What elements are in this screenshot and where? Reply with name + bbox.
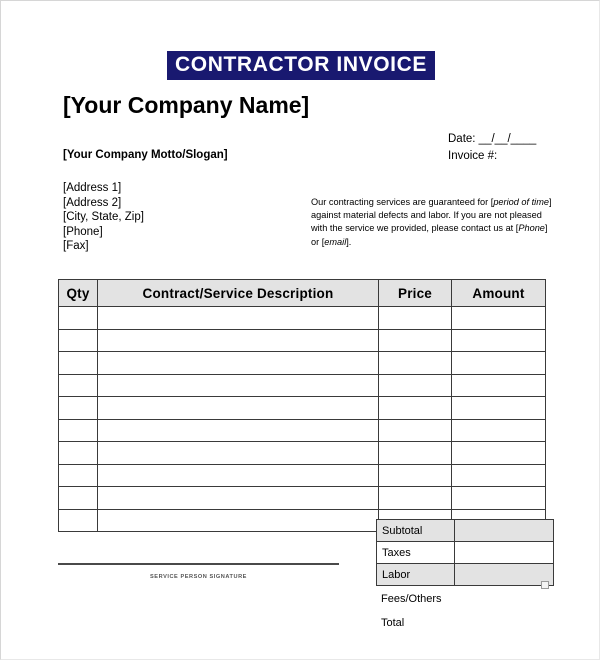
line-item-qty[interactable] <box>59 442 98 465</box>
column-header-qty: Qty <box>59 280 98 307</box>
line-item-price[interactable] <box>379 329 452 352</box>
table-row <box>59 464 546 487</box>
company-address-block <box>63 181 144 254</box>
line-items-table <box>58 279 546 532</box>
line-item-description[interactable] <box>98 329 379 352</box>
line-item-amount[interactable] <box>452 419 546 442</box>
company-name: [Your Company Name] <box>63 92 310 118</box>
line-item-price[interactable] <box>379 307 452 330</box>
line-item-description[interactable] <box>98 397 379 420</box>
invoice-meta-block <box>448 131 536 165</box>
line-items-body <box>59 307 546 532</box>
table-row <box>59 397 546 420</box>
open-total-fees-others: Fees/Others <box>381 593 442 605</box>
line-item-description[interactable] <box>98 419 379 442</box>
guarantee-text-part-4: ]. <box>346 236 352 247</box>
line-items-header <box>59 280 546 307</box>
line-item-description[interactable] <box>98 442 379 465</box>
address-phone: [Phone] <box>63 225 103 238</box>
line-item-qty[interactable] <box>59 419 98 442</box>
column-header-description: Contract/Service Description <box>98 280 379 307</box>
invoice-number-field[interactable]: Invoice #: <box>448 150 498 162</box>
document-title-container <box>1 51 600 80</box>
totals-label-labor: Labor <box>377 564 455 586</box>
table-resize-handle[interactable] <box>541 581 549 589</box>
signature-label: SERVICE PERSON SIGNATURE <box>150 574 247 580</box>
totals-body <box>377 520 554 586</box>
guarantee-text-part-3: ] or [ <box>311 223 548 247</box>
guarantee-text-part-1: Our contracting services are guaranteed for [ <box>311 197 494 207</box>
line-item-amount[interactable] <box>452 397 546 420</box>
table-row <box>59 352 546 375</box>
column-header-amount: Amount <box>452 280 546 307</box>
table-row <box>59 487 546 510</box>
table-header-row <box>59 280 546 307</box>
guarantee-text-part-2: ] against material defects and labor. If you are not pleased with the service we provided, please contact us at [ <box>311 197 552 234</box>
date-field[interactable]: Date: __/__/____ <box>448 133 537 145</box>
table-row <box>59 307 546 330</box>
totals-value-labor[interactable] <box>455 564 554 586</box>
line-item-amount[interactable] <box>452 374 546 397</box>
company-motto: [Your Company Motto/Slogan] <box>63 149 228 161</box>
line-item-amount[interactable] <box>452 487 546 510</box>
line-item-price[interactable] <box>379 374 452 397</box>
table-row <box>59 419 546 442</box>
signature-line <box>58 563 339 565</box>
totals-value-taxes[interactable] <box>455 542 554 564</box>
line-item-description[interactable] <box>98 509 379 532</box>
totals-value-subtotal[interactable] <box>455 520 554 542</box>
line-item-price[interactable] <box>379 419 452 442</box>
totals-label-taxes: Taxes <box>377 542 455 564</box>
guarantee-paragraph <box>311 196 557 249</box>
address-line-2: [Address 2] <box>63 196 122 209</box>
line-item-qty[interactable] <box>59 487 98 510</box>
line-item-description[interactable] <box>98 374 379 397</box>
totals-row <box>377 520 554 542</box>
line-item-description[interactable] <box>98 487 379 510</box>
table-row <box>59 374 546 397</box>
totals-label-subtotal: Subtotal <box>377 520 455 542</box>
table-row <box>59 442 546 465</box>
guarantee-placeholder-phone: Phone <box>518 223 545 234</box>
open-totals-block <box>381 587 442 635</box>
line-item-description[interactable] <box>98 464 379 487</box>
line-item-qty[interactable] <box>59 352 98 375</box>
line-item-price[interactable] <box>379 487 452 510</box>
totals-row <box>377 542 554 564</box>
line-item-amount[interactable] <box>452 352 546 375</box>
line-item-amount[interactable] <box>452 307 546 330</box>
line-item-amount[interactable] <box>452 442 546 465</box>
line-item-qty[interactable] <box>59 329 98 352</box>
address-fax: [Fax] <box>63 240 89 253</box>
open-total-total: Total <box>381 617 405 629</box>
column-header-price: Price <box>379 280 452 307</box>
line-item-description[interactable] <box>98 307 379 330</box>
line-item-amount[interactable] <box>452 464 546 487</box>
address-city-state-zip: [City, State, Zip] <box>63 211 144 224</box>
totals-table <box>376 519 554 586</box>
line-item-qty[interactable] <box>59 464 98 487</box>
address-line-1: [Address 1] <box>63 182 122 194</box>
line-item-description[interactable] <box>98 352 379 375</box>
line-item-qty[interactable] <box>59 374 98 397</box>
table-row <box>59 329 546 352</box>
guarantee-placeholder-email: email <box>324 236 347 247</box>
page-title: CONTRACTOR INVOICE <box>167 51 435 80</box>
line-item-qty[interactable] <box>59 307 98 330</box>
line-item-qty[interactable] <box>59 509 98 532</box>
totals-row <box>377 564 554 586</box>
line-item-price[interactable] <box>379 352 452 375</box>
guarantee-placeholder-period: period of time <box>493 197 549 207</box>
line-item-price[interactable] <box>379 464 452 487</box>
line-item-qty[interactable] <box>59 397 98 420</box>
line-item-price[interactable] <box>379 442 452 465</box>
line-item-amount[interactable] <box>452 329 546 352</box>
line-item-price[interactable] <box>379 397 452 420</box>
